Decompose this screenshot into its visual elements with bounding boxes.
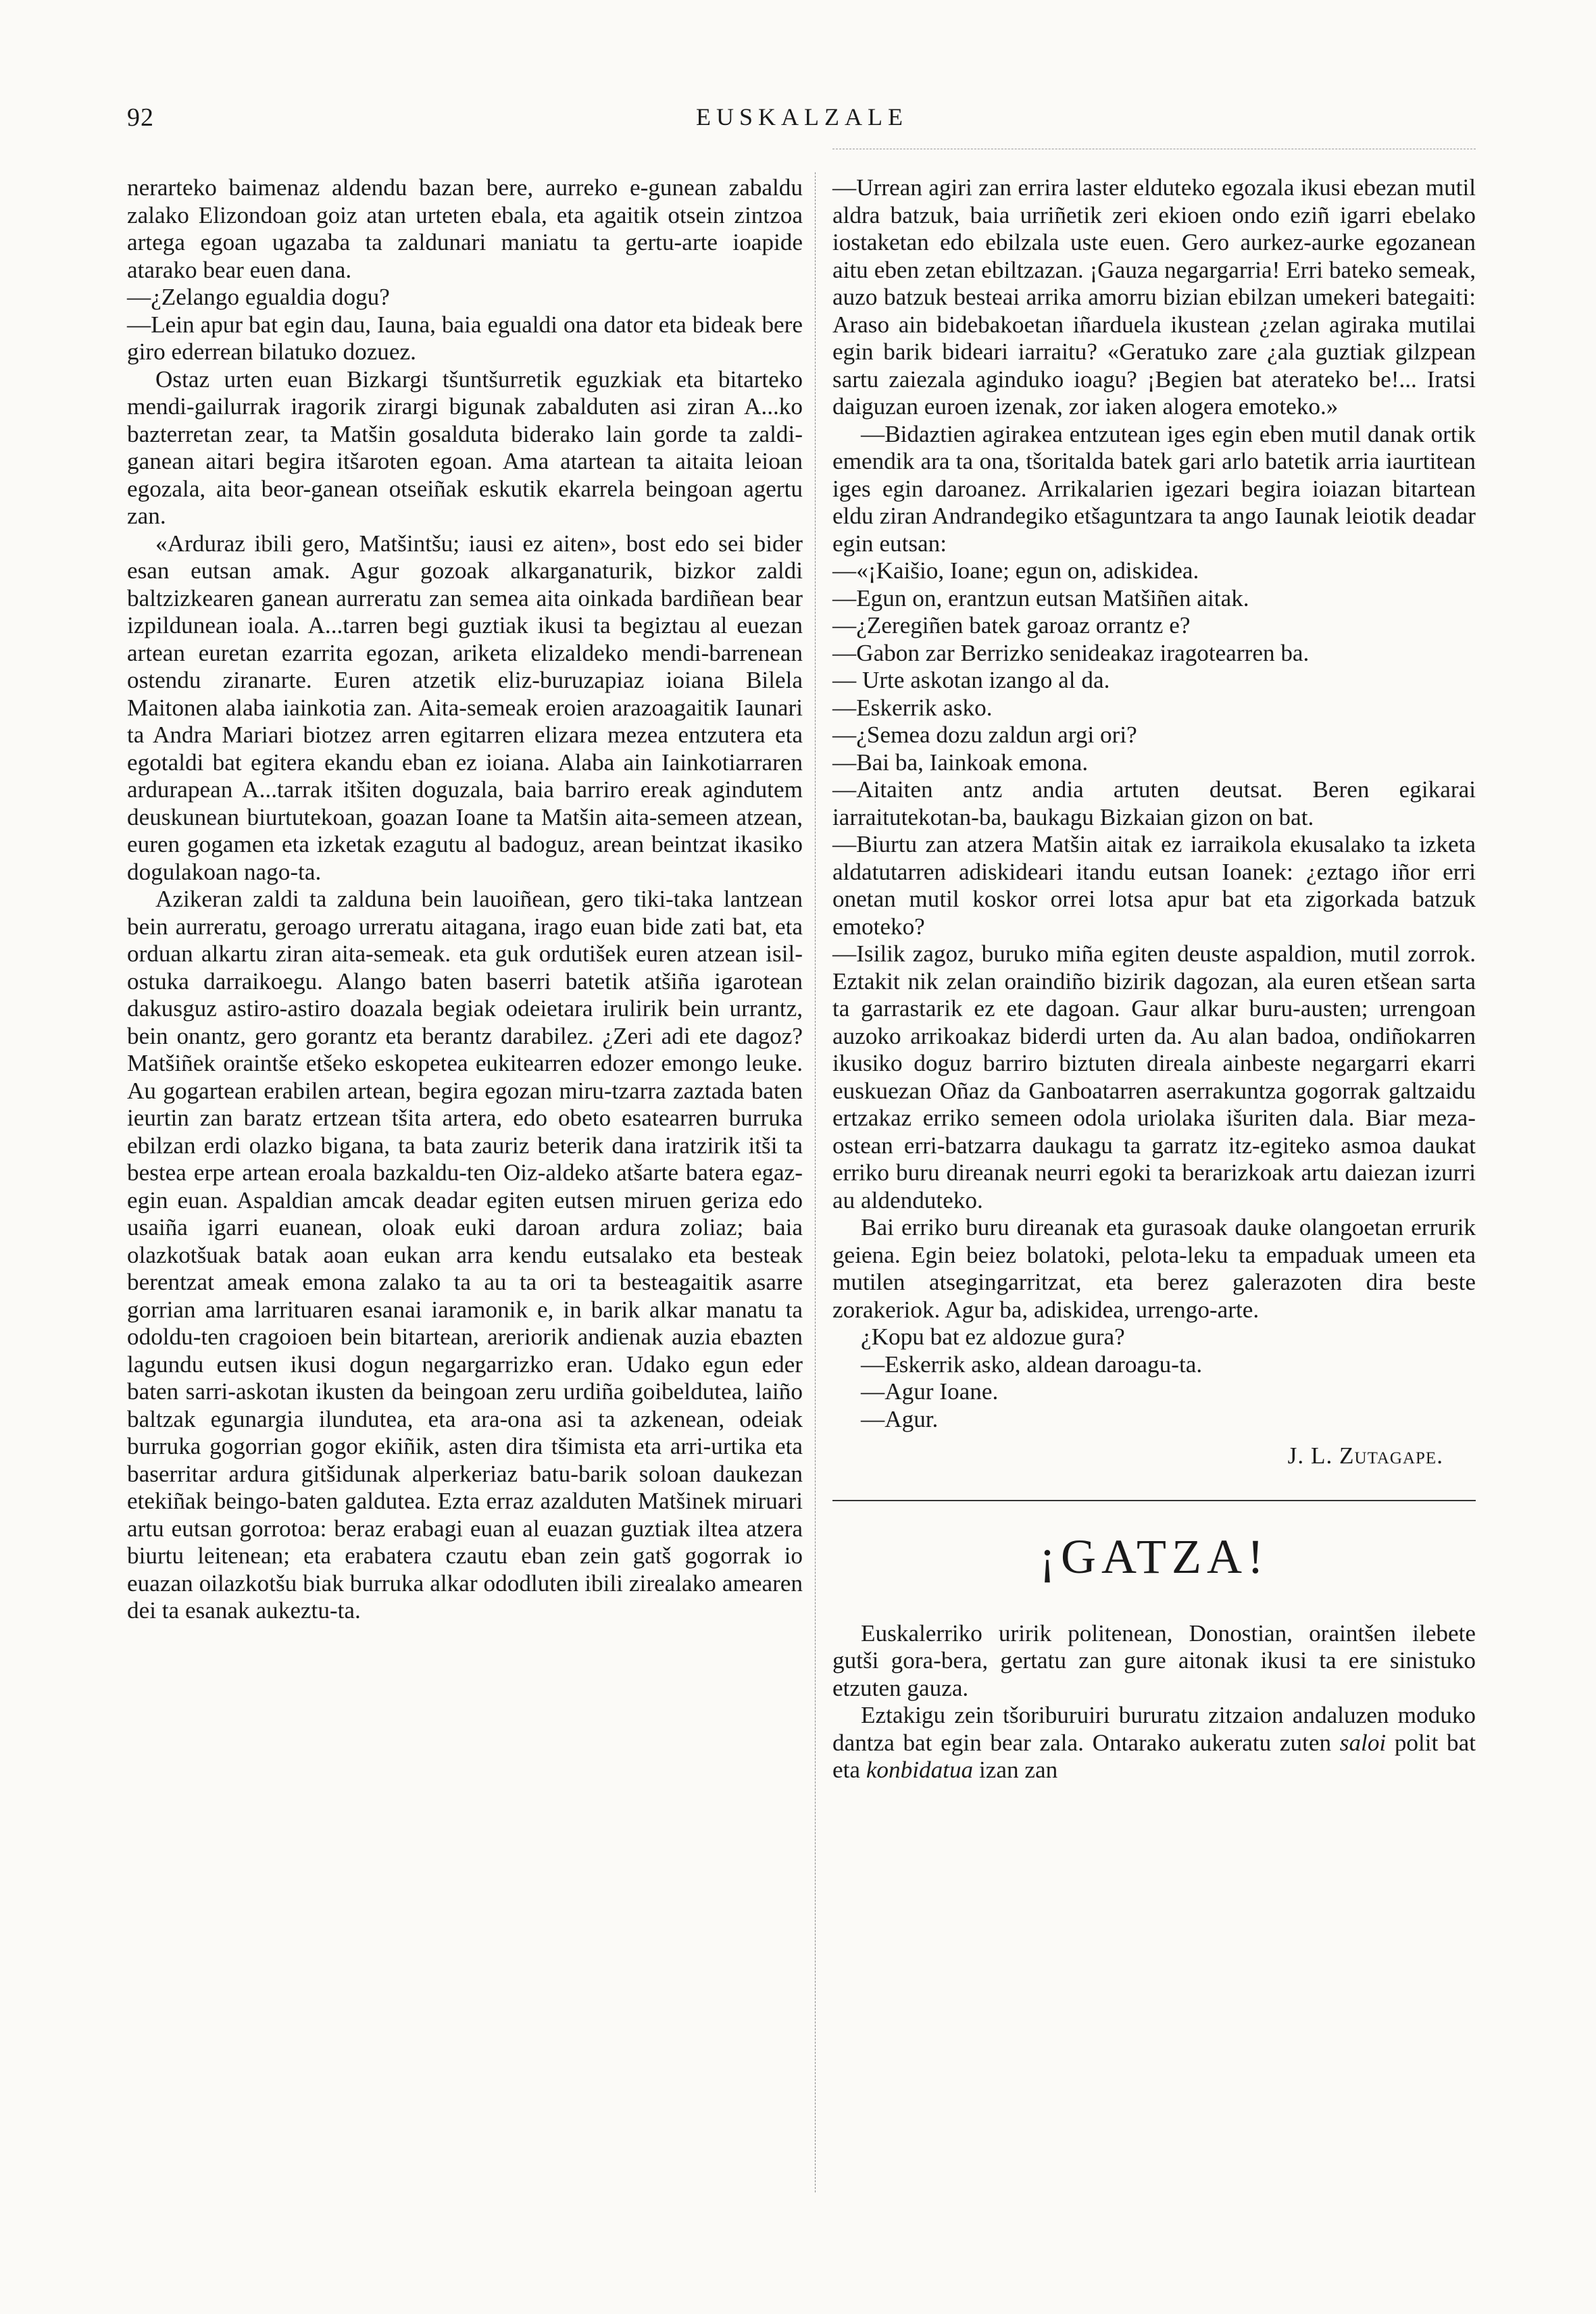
paragraph: —Isilik zagoz, buruko miña egiten deuste aspaldion, mutil zorrok. Eztakit nik zelan oraindiño bizirik dagozan, ala euren etšean sarta ta garrastarik ez ete dagoan. Gaur alkar buru-austen; urrengoan auzoko arrikoakaz biderdi urten da. Au alan badoa, ondiñokarren ikusiko doguz barriro biztuten direala ainbeste negargarri ekarri euskuezan Oñaz da Ganboatarren aserrakuntza gogorrak galtzaidu ertzakaz erriko semeen odola uriolaka išuriten dala. Biar meza-ostean erri-batzarra daukagu ta garratz itz-egiteko asmoa daukat erriko buru direanak neurri egoki ta berarizkoak artu daiezan izurri au aldenduteko. bbox=[832, 940, 1476, 1213]
paragraph: Bai erriko buru direanak eta gurasoak dauke olangoetan errurik geiena. Egin beiez bolatoki, pelota-leku ta empaduak umeen eta mutilen atsegingarritzat, eta berez galerazoten dira beste zorakeriok. Agur ba, adiskidea, urrengo-arte. bbox=[832, 1214, 1476, 1323]
page-number: 92 bbox=[127, 103, 154, 132]
paragraph: «Arduraz ibili gero, Matšintšu; iausi ez aiten», bost edo sei bider esan eutsan amak. Agur gozoak alkarganaturik, bizkor zaldi baltzizkearen ganean aurreratu zan semea aita oinkada bardiñean bear izpildunean ioala. A...tarren begi guztiak ikusi ta begiztau al euezan artean euretan ezarrita egozan, ariketa elizaldeko mendi-barrenean ostendu ziranarte. Euren atzetik eliz-buruzapiaz ioiana Bilela Maitonen alaba iainkotia zan. Aita-semeak eroien arazoagaitik Iaunari ta Andra Mariari biotzez arren egitarren elizara mezea entzutera eta egotaldi bat egitera ekandu eban ez ioiana. Alaba ain Iainkotiarraren ardurapean A...tarrak itšiten doguzala, baia barriro ereak agindutem deuskunean biurtutekoan, goazan Ioane ta Matšin aita-semeen atzean, euren gogamen eta izketak ezagutu al badoguz, arean beintzat ikasiko dogulakoan nago-ta. bbox=[127, 530, 803, 885]
dialogue-line: —¿Semea dozu zaldun argi ori? bbox=[832, 722, 1137, 748]
dialogue-line: —Bai ba, Iainkoak emona. bbox=[832, 749, 1089, 776]
italic-word: saloi bbox=[1339, 1729, 1387, 1756]
left-column bbox=[127, 174, 803, 1625]
dialogue-line: —Eskerrik asko, aldean daroagu-ta. bbox=[861, 1351, 1203, 1378]
dialogue-line: —¿Zeregiñen batek garoaz orrantz e? bbox=[832, 612, 1191, 638]
paragraph: —Bidaztien agirakea entzutean iges egin eben mutil danak ortik emendik ara ta ona, tšoritalda batek gari arlo batetik arria iaurtitean iges egin daroanez. Arrikalarien igezari begira ioiazan bitartean eldu ziran Andrandegiko etšaguntzara ta ango Iaunak leiotik deadar egin eutsan: bbox=[832, 420, 1476, 557]
signature bbox=[832, 1442, 1476, 1470]
italic-word: konbidatua bbox=[866, 1757, 974, 1783]
dialogue-line: —Eskerrik asko. bbox=[832, 694, 993, 721]
article-title: ¡GATZA! bbox=[1039, 1529, 1269, 1584]
dialogue-line: —Aitaiten antz andia artuten deutsat. Beren egikarai iarraitutekotan-ba, baukagu Bizkaian gizon on bat. bbox=[832, 776, 1476, 830]
dialogue-line: —Egun on, erantzun eutsan Matšiñen aitak. bbox=[832, 584, 1249, 611]
right-column bbox=[832, 174, 1476, 1784]
text-run: izan zan bbox=[973, 1757, 1058, 1783]
dialogue-line: —«¡Kaišio, Ioane; egun on, adiskidea. bbox=[832, 557, 1199, 584]
paragraph: —Biurtu zan atzera Matšin aitak ez iarraikola ekusalako ta izketa aldatutarren adiskideari itandu eutsan Ioanek: ¿eztago iñor erri onetan mutil koskor orrei lotsa apur bat eta zigorkada batzuk emoteko? bbox=[832, 831, 1476, 940]
paragraph: —¿Zelango egualdia dogu? bbox=[127, 284, 390, 310]
paragraph: —Lein apur bat egin dau, Iauna, baia egualdi ona dator eta bideak bere giro ederrean bilatuko dozuez. bbox=[127, 311, 803, 365]
page-header bbox=[127, 103, 1477, 143]
dialogue-line: —Agur. bbox=[861, 1405, 939, 1432]
paragraph: nerarteko baimenaz aldendu bazan bere, aurreko e-gunean zabaldu zalako Elizondoan goiz atan urteten ebala, eta agaitik otsein zintzoa artega egoan ugazaba ta zaldunari maniatu ta gertu-arte ioapide atarako bear euen dana. bbox=[127, 174, 803, 283]
section-rule bbox=[832, 1500, 1476, 1501]
paragraph: —Urrean agiri zan errira laster elduteko egozala ikusi ebezan mutil aldra batzuk, baia urriñetik zeri ekioen ondo eziñ igarri ebelako iostaketan edo ebilzala uste euen. Gero aurkez-aurke egozanean aitu eben zetan ebiltzazan. ¡Gauza negargarria! Erri bateko semeak, auzo batzuk besteai arrika amorru bizian ebilzan umekeri bategaiti: Araso ain bidebakoetan iñarduela ikustean ¿zelan agiraka mutilai egin barik bideari iarraitu? «Geratuko zare ¿ala guztiak gilzpean sartu zaiezala aginduko ioagu? ¡Begien bat aterateko be!... Iratsi daiguzan euroen izenak, zor iaken alogera emoteko.» bbox=[832, 174, 1476, 420]
signature-initials: J. L. bbox=[1287, 1442, 1333, 1469]
dialogue-line: ¿Kopu bat ez aldozue gura? bbox=[861, 1324, 1125, 1350]
paragraph: Euskalerriko uririk politenean, Donostian, oraintšen ilebete gutši gora-bera, gertatu zan gure aitonak ikusi ta ere sinistuko etzuten gauza. bbox=[832, 1619, 1476, 1701]
text-run: polit bat eta bbox=[832, 1729, 1476, 1783]
dialogue-line: — Urte askotan izango al da. bbox=[832, 667, 1110, 693]
running-title: EUSKALZALE bbox=[696, 103, 908, 130]
column-divider bbox=[815, 172, 816, 2192]
paragraph: Azikeran zaldi ta zalduna bein lauoiñean, gero tiki-taka lantzean bein aurreratu, geroago urreratu aitagana, irago euan bide zati bat, eta orduan alkartu ziran aita-semeak. eta guk ordutišek euren atzean isil-ostuka darraikoegu. Alango baten baserri batetik atšiña igarotean dakusguz astiro-astiro doazala begiak odeietara irulirik bein urrantz, bein onantz, gero gorantz eta berantz darabilez. ¿Zeri adi ete dagoz? Matšiñek oraintše etšeko eskopetea eukitearren edozer emongo leuke. Au gogartean erabilen artean, begira egozan miru-tzarra zaztada baten ieurtin zan baratz ertzean tšita artera, edo obeto esatearren burruka ebilzan erdi olazko bigana, ta bata zauriz beterik dana iratzirik itši ta bestea erpe artean eroala bazkaldu-ten Oiz-aldeko atšarte batera egaz-egin euan. Aspaldian amcak deadar egiten eutsen miruen geriza edo usaiña igarri euanean, oloak euki daroan ardura zoliaz; baia olazkotšuak batak aoan eukan arra kendu eutsalako eta besteak berentzat ameak emona zalako ta au ta ori ta besteagaitik asarre gorrian ama larrituaren esanai iaramonik e, in barik alkar manatu ta odoldu-ten cragoioen bein bitartean, areriorik andienak auzia ebazten lagundu eutsen ikusi dogun negargarrizko eran. Udako egun eder baten sarri-askotan ikusten da beingoan zeru urdiña goibeldutea, laiño baltzak egunargia ilundutea, eta ara-ona asi ta azkenean, odeiak burruka gogorrian gogor ekiñik, asten dira tšimista eta arri-urtika eta baserritar ardura gitšidunak alperkeriaz batu-barik soloan daukezan etekiñak beingo-baten galdutea. Ezta erraz azalduten Matšinek miruari artu eutsan gorrotoa: beraz erabagi euan al euazan guztiak iltea atzera biurtu leitenean; eta erabatera czautu eban zein gatš gogorrak io euazan oilazkotšu biak burruka alkar ododluten ibili zirealako amearen dei ta esanak aukeztu-ta. bbox=[127, 886, 803, 1624]
dialogue-line: —Agur Ioane. bbox=[861, 1378, 999, 1405]
paragraph: Ostaz urten euan Bizkargi tšuntšurretik eguzkiak eta bitarteko mendi-gailurrak iragorik zirargi bigunak zabalduten asi ziran A...ko bazterretan zear, ta Matšin gosalduta biderako lain gorde ta zaldi-ganean aitari begira itšaroten egoan. Ama atartean ta aitaita leioan egozala, aita beor-ganean otseiñak eskutik ekarrela beingoan agertu zan. bbox=[127, 366, 803, 529]
dialogue-line: —Gabon zar Berrizko senideakaz iragotearren ba. bbox=[832, 639, 1310, 666]
signature-surname: Zutagape. bbox=[1339, 1442, 1443, 1469]
text-run: Eztakigu zein tšoriburuiri bururatu zitzaion andaluzen moduko dantza bat egin bear zala. Ontarako aukeratu zuten bbox=[832, 1702, 1476, 1756]
paragraph bbox=[832, 1702, 1476, 1784]
